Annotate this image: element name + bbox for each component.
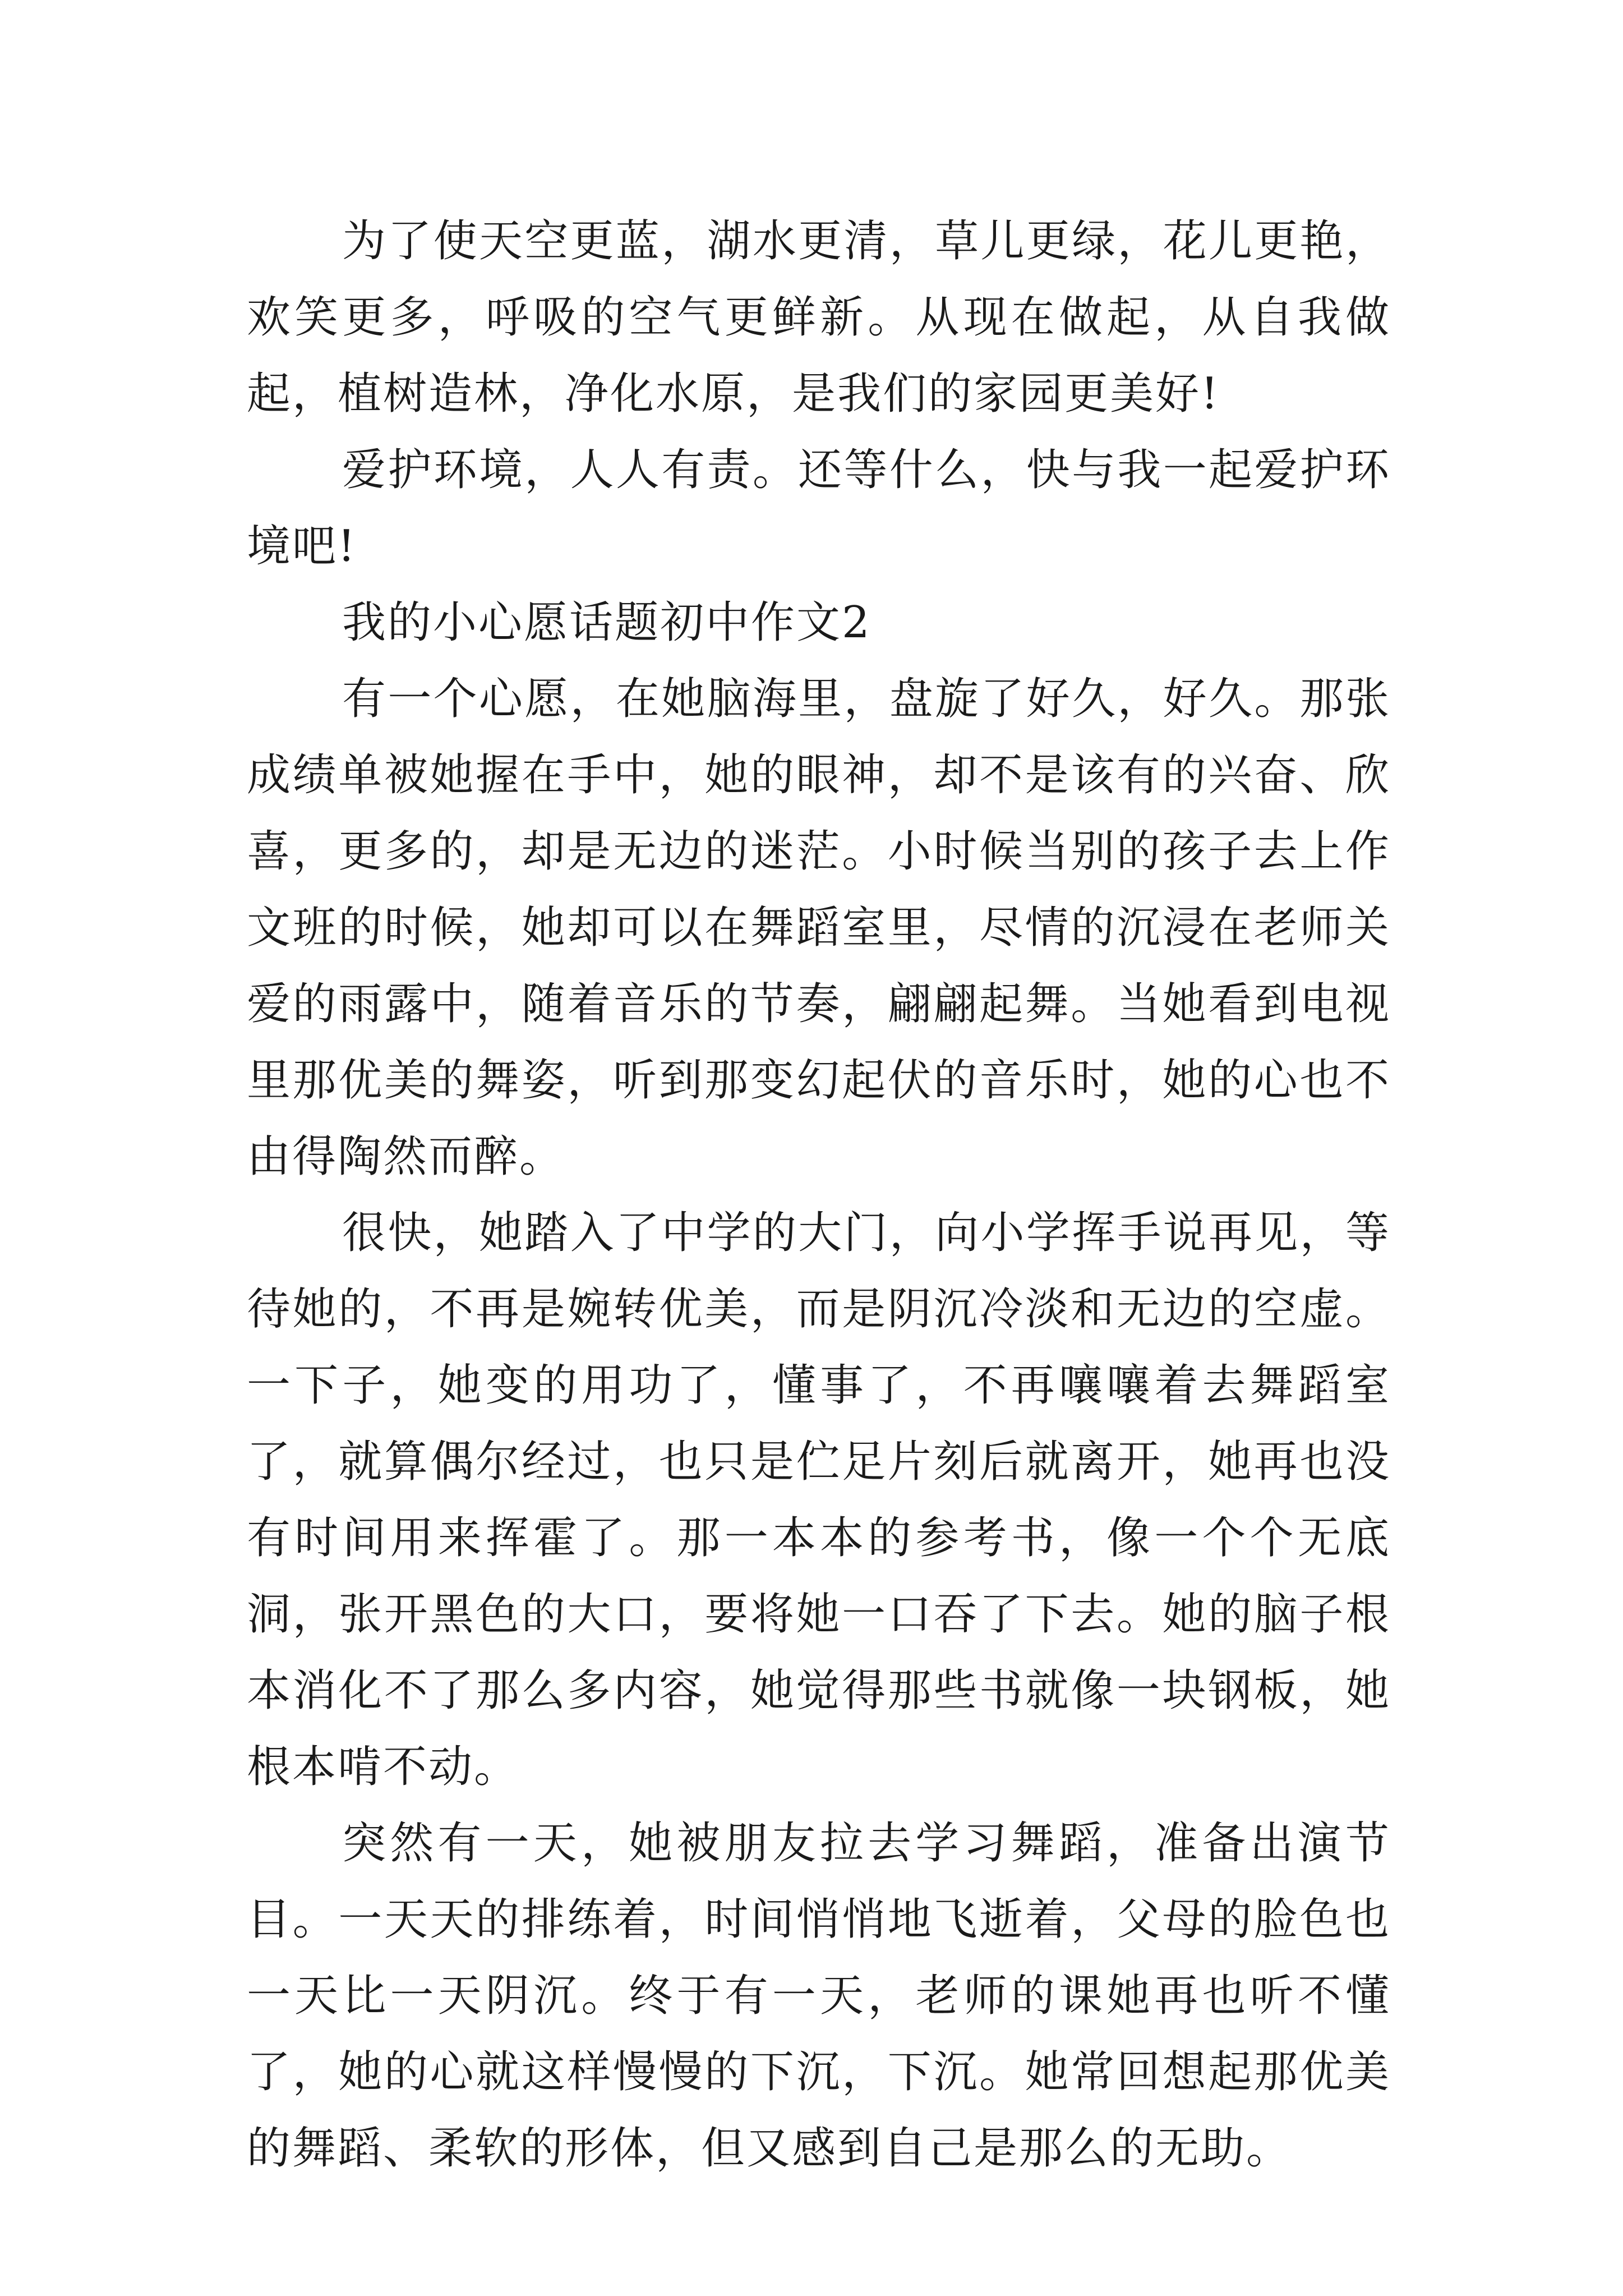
paragraph-4: 很快，她踏入了中学的大门，向小学挥手说再见，等待她的，不再是婉转优美，而是阴沉冷淡和无边的空虚。一下子，她变的用功了，懂事了，不再嚷嚷着去舞蹈室了，就算偶尔经过，也只是伫足片刻后就离开，她再也没有时间用来挥霍了。那一本本的参考书，像一个个无底洞，张开黑色的大口，要将她一口吞了下去。她的脑子根本消化不了那么多内容，她觉得那些书就像一块钢板，她根本啃不动。 (247, 1208, 1391, 1792)
paragraph-2: 爱护环境，人人有责。还等什么，快与我一起爱护环境吧! (247, 445, 1391, 572)
paragraph-1: 为了使天空更蓝，湖水更清，草儿更绿，花儿更艳，欢笑更多，呼吸的空气更鲜新。从现在做起，从自我做起，植树造林，净化水原，是我们的家园更美好! (247, 216, 1391, 419)
paragraph-5: 突然有一天，她被朋友拉去学习舞蹈，准备出演节目。一天天的排练着，时间悄悄地飞逝着，父母的脸色也一天比一天阴沉。终于有一天，老师的课她再也听不懂了，她的心就这样慢慢的下沉，下沉。她常回想起那优美的舞蹈、柔软的形体，但又感到自己是那么的无助。 (247, 1818, 1391, 2174)
paragraph-3: 有一个心愿，在她脑海里，盘旋了好久，好久。那张成绩单被她握在手中，她的眼神，却不是该有的兴奋、欣喜，更多的，却是无边的迷茫。小时候当别的孩子去上作文班的时候，她却可以在舞蹈室里，尽情的沉浸在老师关爱的雨露中，随着音乐的节奏，翩翩起舞。当她看到电视里那优美的舞姿，听到那变幻起伏的音乐时，她的心也不由得陶然而醉。 (247, 674, 1391, 1182)
essay-heading: 我的小心愿话题初中作文2 (342, 597, 872, 648)
document-body (247, 203, 1391, 2187)
